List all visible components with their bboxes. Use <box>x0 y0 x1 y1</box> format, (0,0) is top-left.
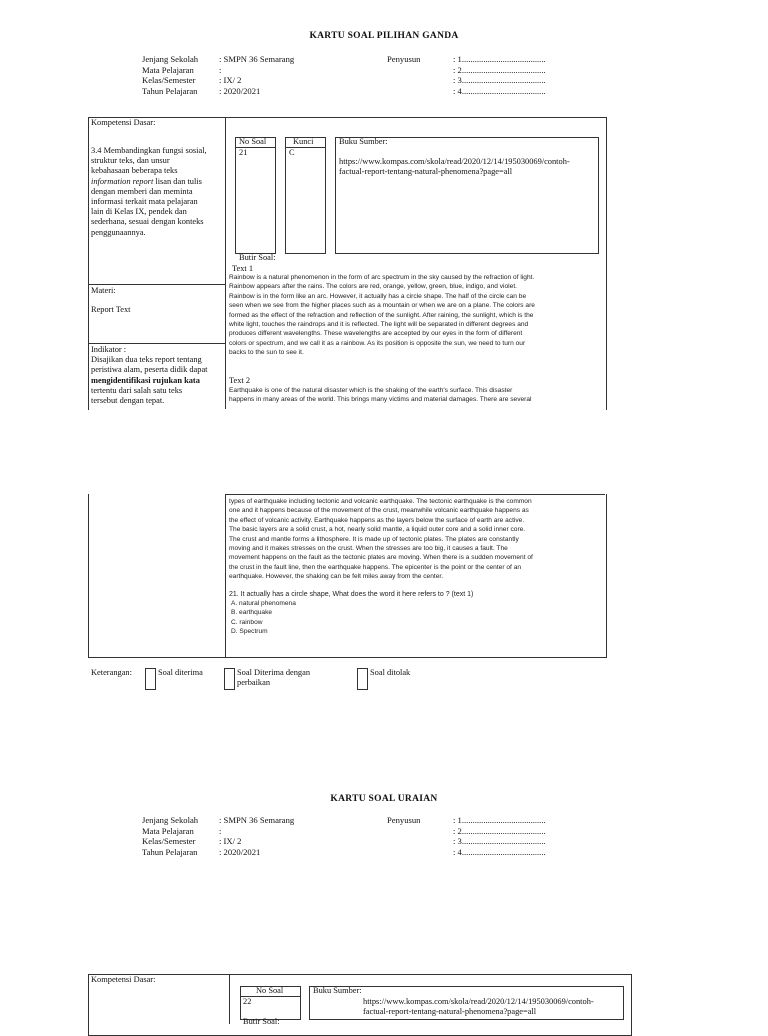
buku-sumber-box <box>335 137 599 254</box>
header-value: : <box>219 64 222 75</box>
header-value: : 1....................................... <box>453 54 546 64</box>
header-info-uraian <box>142 815 546 857</box>
header-value: : 3....................................... <box>453 836 546 846</box>
column-divider <box>225 494 226 657</box>
kompetensi-text: 3.4 Membandingkan fungsi sosial, struktur teks, dan unsur kebahasaan beberapa teks information report lisan dan tulis dengan memberi dan meminta informasi terkait mata pelajaran lain di Kelas IX, pendek dan sederhana, sesuai dengan konteks penggunaannya. <box>91 146 207 237</box>
checkbox-soal-diterima[interactable] <box>145 668 156 690</box>
checkbox-soal-diterima-perbaikan[interactable] <box>224 668 235 690</box>
header-value: : 2020/2021 <box>219 85 261 96</box>
row-divider <box>88 343 225 344</box>
option-b[interactable]: B. earthquake <box>231 609 273 617</box>
header-label <box>387 847 453 858</box>
soal-diterima-label: Soal diterima <box>158 668 203 677</box>
no-soal-value: 22 <box>243 997 252 1006</box>
materi-value: Report Text <box>91 305 131 314</box>
header-label <box>387 826 453 837</box>
page-title: KARTU SOAL PILIHAN GANDA <box>309 31 459 41</box>
soal-diterima-perbaikan-label: Soal Diterima dengan perbaikan <box>237 668 311 688</box>
header-label <box>387 75 453 86</box>
header-info <box>142 54 546 96</box>
kunci-label: Kunci <box>293 137 314 146</box>
header-value: : IX/ 2 <box>219 75 242 85</box>
header-value: : SMPN 36 Semarang <box>219 54 295 64</box>
soal-ditolak-label: Soal ditolak <box>370 668 411 677</box>
no-soal-value: 21 <box>239 148 248 157</box>
header-label <box>387 65 453 76</box>
text2-body-part1: Earthquake is one of the natural disaster which is the shaking of the earth's surface. This disaster happens in many areas of the world. This brings many victims and material damages. There are several <box>229 387 532 404</box>
buku-sumber-label: Buku Sumber: <box>339 137 388 146</box>
no-soal-label: No Soal <box>239 137 267 146</box>
header-value: : 2020/2021 <box>219 846 261 857</box>
header-value: : 3....................................... <box>453 75 546 85</box>
indikator-text: Indikator : Disajikan dua teks report tentang peristiwa alam, peserta didik dapat mengidentifikasi rujukan kata tertentu dari salah satu teks tersebut dengan tepat. <box>91 345 208 406</box>
page-title-uraian: KARTU SOAL URAIAN <box>330 794 438 804</box>
kompetensi-label: Kompetensi Dasar: <box>91 118 156 127</box>
checkbox-soal-ditolak[interactable] <box>357 668 368 690</box>
question-text: 21. It actually has a circle shape, What does the word it here refers to ? (text 1) <box>229 591 474 598</box>
buku-sumber-url[interactable]: https://www.kompas.com/skola/read/2020/12/14/195030069/contoh- factual-report-tentang-natural-phenomena?page=all <box>363 997 594 1017</box>
header-value: : 2....................................... <box>453 825 546 836</box>
text1-label: Text 1 <box>232 264 254 273</box>
header-label: Mata Pelajaran <box>142 825 194 836</box>
column-divider <box>225 117 226 409</box>
option-a[interactable]: A. natural phenomena <box>231 600 296 607</box>
header-label <box>387 86 453 97</box>
header-value: : <box>219 825 222 836</box>
materi-label: Materi: <box>91 286 116 295</box>
butir-soal-label: Butir Soal: <box>243 1017 280 1026</box>
answer-options <box>231 599 431 637</box>
buku-sumber-label: Buku Sumber: <box>313 986 362 995</box>
option-c[interactable]: C. rainbow <box>231 618 263 626</box>
header-label: Penyusun <box>387 815 421 825</box>
header-label: Kelas/Semester <box>142 836 196 846</box>
header-value: : 2....................................... <box>453 64 546 75</box>
header-value: : IX/ 2 <box>219 836 242 846</box>
header-label: Kelas/Semester <box>142 75 196 85</box>
text1-body: Rainbow is a natural phenomenon in the form of arc spectrum in the sky caused by the refraction of light. Rainbow appears after the rains. The colors are red, orange, yellow, green, blue, indigo, and violet. Rainbow is in the form like an arc. However, it actually has a circle shape. The half of the circle can be seen when we see from the higher places such as a mountain or when we are on a plane. The colors are formed as the effect of the refraction and reflection of the sunlight. After raining, the sunlight, which is the white light, touches the raindrops and it is reflected. The light will be separated in different degrees and produces different wavelengths. These wavelengths are accepted by our eyes in the form of different colors or spectrum, and we call it as a rainbow. As its position is opposite the sun, we need to turn our backs to the sun to see it. <box>229 274 535 357</box>
butir-soal-label: Butir Soal: <box>239 253 276 262</box>
text2-body-part2: types of earthquake including tectonic and volcanic earthquake. The tectonic earthquake is the common one and it happens because of the movement of the crust, meanwhile volcanic earthquake happens as the effect of volcanic activity. Earthquake happens as the layers below the surface of earth are active. The basic layers are a solid crust, a hot, nearly solid mantle, a liquid outer core and a solid inner core. The crust and mantle forms a lithosphere. It is made up of tectonic plates. The plates are constantly moving and it makes stresses on the crust. When the stresses are too big, it causes a fault. The movement happens on the fault as the tectonic plates are moving. When there is a sudden movement of the crust in the fault line, then the earthquake happens. The epicenter is the point or the center of an earthquake. However, the shaking can be felt miles away from the center. <box>229 498 533 581</box>
header-value: : 1....................................... <box>453 815 546 825</box>
row-divider <box>88 284 225 285</box>
kunci-value: C <box>289 148 295 157</box>
header-label: Tahun Pelajaran <box>142 85 198 96</box>
buku-sumber-url[interactable]: https://www.kompas.com/skola/read/2020/12/14/195030069/contoh- factual-report-tentang-natural-phenomena?page=all <box>339 157 570 177</box>
column-divider <box>229 974 230 1024</box>
header-value: : SMPN 36 Semarang <box>219 815 295 825</box>
kompetensi-label: Kompetensi Dasar: <box>91 975 156 984</box>
header-value: : 4....................................... <box>453 846 546 857</box>
text2-label: Text 2 <box>229 376 251 385</box>
header-label: Mata Pelajaran <box>142 64 194 75</box>
row-divider <box>225 494 605 495</box>
header-label: Jenjang Sekolah <box>142 54 199 64</box>
header-label: Jenjang Sekolah <box>142 815 199 825</box>
no-soal-label: No Soal <box>256 986 284 995</box>
option-d[interactable]: D. Spectrum <box>231 628 268 636</box>
header-label: Penyusun <box>387 54 421 64</box>
header-label: Tahun Pelajaran <box>142 846 198 857</box>
header-label <box>387 836 453 847</box>
header-value: : 4....................................... <box>453 85 546 96</box>
keterangan-label: Keterangan: <box>91 668 132 677</box>
